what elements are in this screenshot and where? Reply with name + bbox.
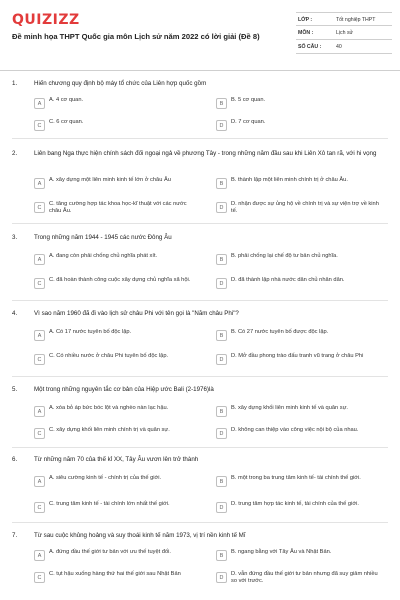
option-letter-box: D	[216, 428, 227, 439]
question-number: 1.	[12, 80, 18, 87]
option-letter-box: B	[216, 178, 227, 189]
question-number: 4.	[12, 310, 18, 317]
question-number: 2.	[12, 150, 18, 157]
option-letter-box: C	[34, 202, 45, 213]
option-text: C. trung tâm kinh tế - tài chính lớn nhất thế giới.	[49, 501, 170, 507]
option-text: B. thành lập một liên minh chính trị ở châu Âu.	[231, 177, 348, 183]
option-text: B. 5 cơ quan.	[231, 97, 266, 103]
option-letter-box: B	[216, 254, 227, 265]
option-c[interactable]	[34, 426, 214, 442]
option-d[interactable]	[216, 570, 396, 586]
option-a[interactable]	[34, 548, 214, 564]
option-a[interactable]	[34, 474, 214, 490]
option-text: D. đã thành lập nhà nước dân chủ nhân dân.	[231, 277, 345, 283]
question-text: Liên bang Nga thực hiện chính sách đối ngoại ngả về phương Tây - trong những năm đầu sau khi Liên Xô tan rã, với hi vọng	[34, 150, 377, 157]
option-text: B. Có 27 nước tuyên bố được độc lập.	[231, 329, 329, 335]
question-number: 6.	[12, 456, 18, 463]
question-number: 7.	[12, 532, 18, 539]
question-number: 3.	[12, 234, 18, 241]
option-letter-box: D	[216, 572, 227, 583]
option-letter-box: C	[34, 120, 45, 131]
option-d[interactable]	[216, 118, 396, 134]
option-letter-box: B	[216, 330, 227, 341]
option-a[interactable]	[34, 176, 214, 192]
option-letter-box: C	[34, 502, 45, 513]
option-text: A. đang còn phải chống chủ nghĩa phát xít.	[49, 253, 158, 259]
option-text: D. 7 cơ quan.	[231, 119, 266, 125]
option-letter-box: D	[216, 502, 227, 513]
meta-value: Tốt nghiệp THPT	[336, 17, 376, 23]
meta-row-count	[296, 40, 392, 54]
option-letter-box: D	[216, 354, 227, 365]
meta-value: Lịch sử	[336, 30, 354, 36]
option-letter-box: B	[216, 550, 227, 561]
option-text: C. tụt hậu xuống hàng thứ hai thế giới sau Nhật Bản	[49, 571, 181, 577]
option-text: A. Có 17 nước tuyên bố độc lập.	[49, 329, 132, 335]
option-letter-box: B	[216, 476, 227, 487]
option-letter-box: C	[34, 572, 45, 583]
meta-row-subject	[296, 26, 392, 40]
option-letter-box: C	[34, 354, 45, 365]
option-b[interactable]	[216, 548, 396, 564]
question-text: Từ những năm 70 của thế kỉ XX, Tây Âu vươn lên trở thành	[34, 456, 199, 463]
option-letter-box: B	[216, 98, 227, 109]
option-d[interactable]	[216, 276, 396, 292]
option-b[interactable]	[216, 474, 396, 490]
option-c[interactable]	[34, 500, 214, 516]
option-letter-box: A	[34, 550, 45, 561]
meta-row-class	[296, 12, 392, 26]
option-text: D. trung tâm hợp tác kinh tế, tài chính của thế giới.	[231, 501, 359, 507]
option-b[interactable]	[216, 404, 396, 420]
question-divider	[12, 447, 388, 448]
header-divider	[0, 70, 400, 71]
option-letter-box: A	[34, 254, 45, 265]
option-d[interactable]	[216, 426, 396, 442]
question-divider	[12, 223, 388, 224]
option-c[interactable]	[34, 352, 214, 368]
option-text: A. xóa bỏ áp bức bóc lột và nghèo nàn lạc hậu.	[49, 405, 169, 411]
option-text: B. một trong ba trung tâm kinh tế- tài chính thế giới.	[231, 475, 361, 481]
option-letter-box: C	[34, 278, 45, 289]
option-text: D. Mở đầu phong trào đấu tranh vũ trang ở châu Phi	[231, 353, 364, 359]
document-title: Đề minh họa THPT Quốc gia môn Lịch sử năm 2022 có lời giải (Đề 8)	[12, 32, 260, 41]
option-b[interactable]	[216, 176, 396, 192]
option-d[interactable]	[216, 200, 396, 216]
option-text: B. ngang bằng với Tây Âu và Nhật Bản.	[231, 549, 332, 555]
option-c[interactable]	[34, 200, 214, 216]
option-text: D. không can thiệp vào công việc nội bộ của nhau.	[231, 427, 359, 433]
option-text: B. xây dựng khối liên minh kinh tế và quân sự.	[231, 405, 349, 411]
option-letter-box: B	[216, 406, 227, 417]
option-letter-box: A	[34, 330, 45, 341]
option-text: D. nhận được sự ủng hộ về chính trị và sự viện trợ về kinh tế.	[231, 201, 379, 214]
option-b[interactable]	[216, 252, 396, 268]
option-text: C. 6 cơ quan.	[49, 119, 84, 125]
option-b[interactable]	[216, 96, 396, 112]
question-text: Một trong những nguyên tắc cơ bản của Hiệp ước Bali (2-1976)là	[34, 386, 214, 393]
option-a[interactable]	[34, 252, 214, 268]
option-text: A. siêu cường kinh tế - chính trị của thế giới.	[49, 475, 162, 481]
option-letter-box: A	[34, 178, 45, 189]
option-letter-box: A	[34, 406, 45, 417]
option-a[interactable]	[34, 96, 214, 112]
meta-table	[296, 12, 392, 54]
meta-key: MÔN :	[298, 30, 314, 36]
option-c[interactable]	[34, 570, 214, 586]
option-text: A. xây dựng một liên minh kinh tế lớn ở châu Âu	[49, 177, 171, 183]
option-d[interactable]	[216, 500, 396, 516]
option-letter-box: A	[34, 476, 45, 487]
option-letter-box: D	[216, 120, 227, 131]
question-text: Hiến chương quy định bộ máy tổ chức của Liên hợp quốc gồm	[34, 80, 207, 87]
option-text: A. 4 cơ quan.	[49, 97, 84, 103]
option-letter-box: D	[216, 278, 227, 289]
option-text: C. tăng cường hợp tác khoa học-kĩ thuật với các nước châu Âu.	[49, 201, 187, 214]
question-divider	[12, 376, 388, 377]
option-text: D. vẫn đứng đầu thế giới tư bản nhưng đã suy giảm nhiều so với trước.	[231, 571, 378, 584]
quizizz-logo: QUIZIZZ	[12, 12, 80, 28]
option-b[interactable]	[216, 328, 396, 344]
question-divider	[12, 300, 388, 301]
option-text: A. đứng đầu thế giới tư bản với ưu thế tuyệt đối.	[49, 549, 171, 555]
question-number: 5.	[12, 386, 18, 393]
meta-key: SỐ CÂU :	[298, 44, 322, 50]
option-text: C. đã hoàn thành công cuộc xây dựng chủ nghĩa xã hội.	[49, 277, 191, 283]
question-divider	[12, 522, 388, 523]
option-a[interactable]	[34, 328, 214, 344]
option-letter-box: A	[34, 98, 45, 109]
option-a[interactable]	[34, 404, 214, 420]
option-d[interactable]	[216, 352, 396, 368]
meta-key: LỚP :	[298, 17, 313, 23]
question-divider	[12, 138, 388, 139]
option-text: C. xây dựng khối liên minh chính trị và quân sự.	[49, 427, 170, 433]
option-text: B. phải chống lại chế độ tư bản chủ nghĩa.	[231, 253, 338, 259]
meta-value: 40	[336, 44, 342, 50]
option-c[interactable]	[34, 118, 214, 134]
option-letter-box: D	[216, 202, 227, 213]
option-text: C. Có nhiều nước ở châu Phi tuyên bố độc lập.	[49, 353, 169, 359]
question-text: Trong những năm 1944 - 1945 các nước Đông Âu	[34, 234, 172, 241]
question-text: Từ sau cuộc khủng hoảng và suy thoái kinh tế năm 1973, vị trí nền kinh tế Mĩ	[34, 532, 246, 539]
question-text: Vì sao năm 1960 đã đi vào lịch sử châu Phi với tên gọi là "Năm châu Phi"?	[34, 310, 239, 317]
option-c[interactable]	[34, 276, 214, 292]
option-letter-box: C	[34, 428, 45, 439]
